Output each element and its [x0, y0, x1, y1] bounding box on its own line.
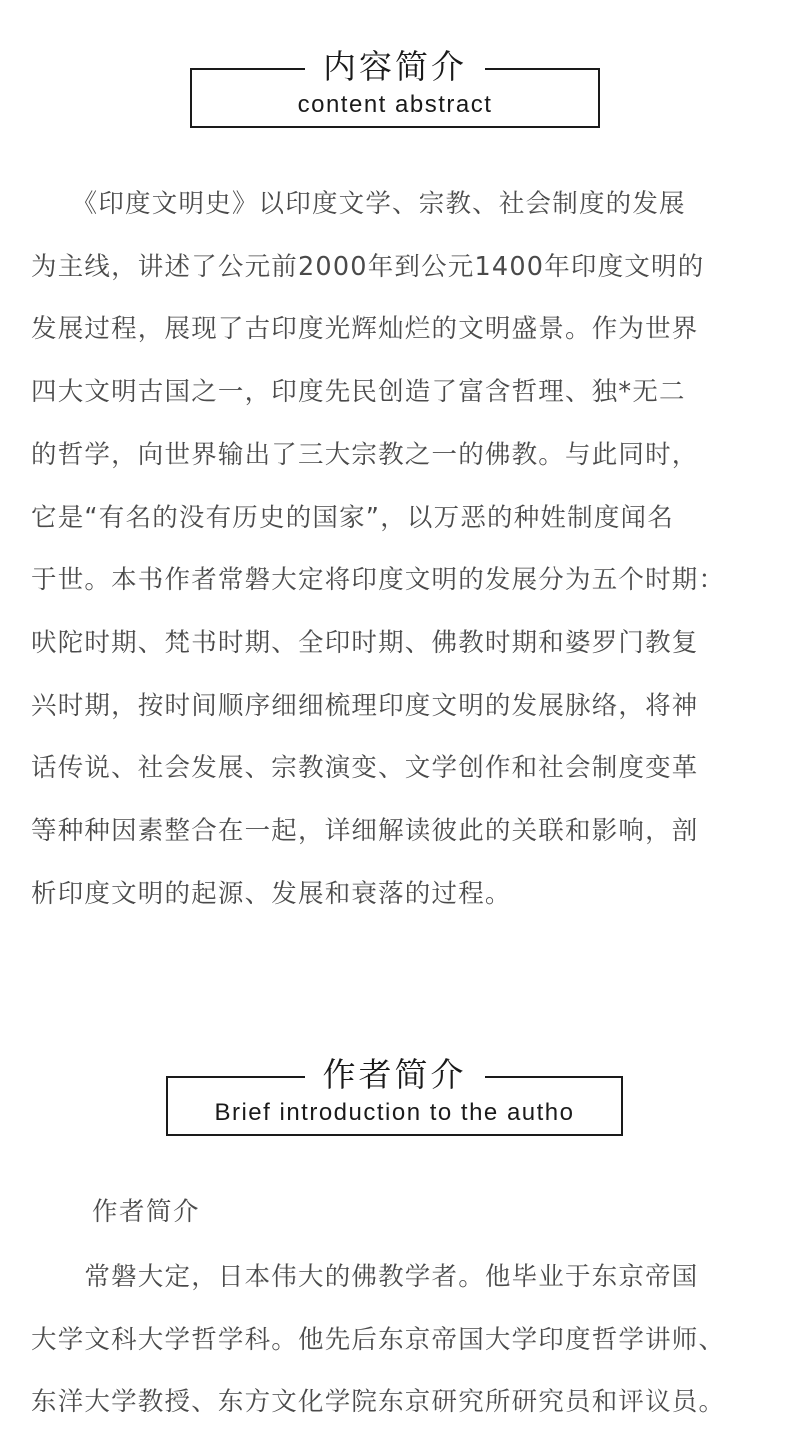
- abstract-line: 的哲学，向世界输出了三大宗教之一的佛教。与此同时，: [31, 439, 699, 470]
- abstract-line: 于世。本书作者常磐大定将印度文明的发展分为五个时期：: [31, 565, 726, 596]
- abstract-line: 吠陀时期、梵书时期、全印时期、佛教时期和婆罗门教复: [31, 627, 699, 658]
- author-label: 作者简介: [92, 1197, 201, 1227]
- abstract-title-en: content abstract: [297, 91, 493, 118]
- abstract-title-cn: 内容简介: [305, 47, 485, 87]
- abstract-line: 为主线，讲述了公元前2000年到公元1400年印度文明的: [31, 251, 705, 282]
- abstract-section-header: [190, 47, 600, 128]
- abstract-body: [31, 173, 761, 925]
- abstract-line: 《印度文明史》以印度文学、宗教、社会制度的发展: [31, 189, 686, 219]
- abstract-line: 它是“有名的没有历史的国家”，以万恶的种姓制度闻名: [31, 502, 674, 533]
- abstract-line: 话传说、社会发展、宗教演变、文学创作和社会制度变革: [31, 753, 699, 784]
- abstract-line: 析印度文明的起源、发展和衰落的过程。: [31, 878, 512, 909]
- abstract-line: 等种种因素整合在一起，详细解读彼此的关联和影响，剖: [31, 816, 699, 847]
- author-title-cn: 作者简介: [305, 1055, 485, 1095]
- author-line: 常磐大定，日本伟大的佛教学者。他毕业于东京帝国: [31, 1262, 699, 1292]
- author-title-en: Brief introduction to the autho: [214, 1099, 575, 1126]
- author-body: [31, 1246, 761, 1434]
- abstract-line: 兴时期，按时间顺序细细梳理印度文明的发展脉络，将神: [31, 690, 699, 721]
- author-section-header: [166, 1055, 623, 1136]
- author-line: 大学文科大学哲学科。他先后东京帝国大学印度哲学讲师、: [31, 1324, 726, 1355]
- abstract-line: 四大文明古国之一，印度先民创造了富含哲理、独*无二: [31, 377, 686, 408]
- author-line: 东洋大学教授、东方文化学院东京研究所研究员和评议员。: [31, 1387, 726, 1418]
- abstract-line: 发展过程，展现了古印度光辉灿烂的文明盛景。作为世界: [31, 314, 699, 345]
